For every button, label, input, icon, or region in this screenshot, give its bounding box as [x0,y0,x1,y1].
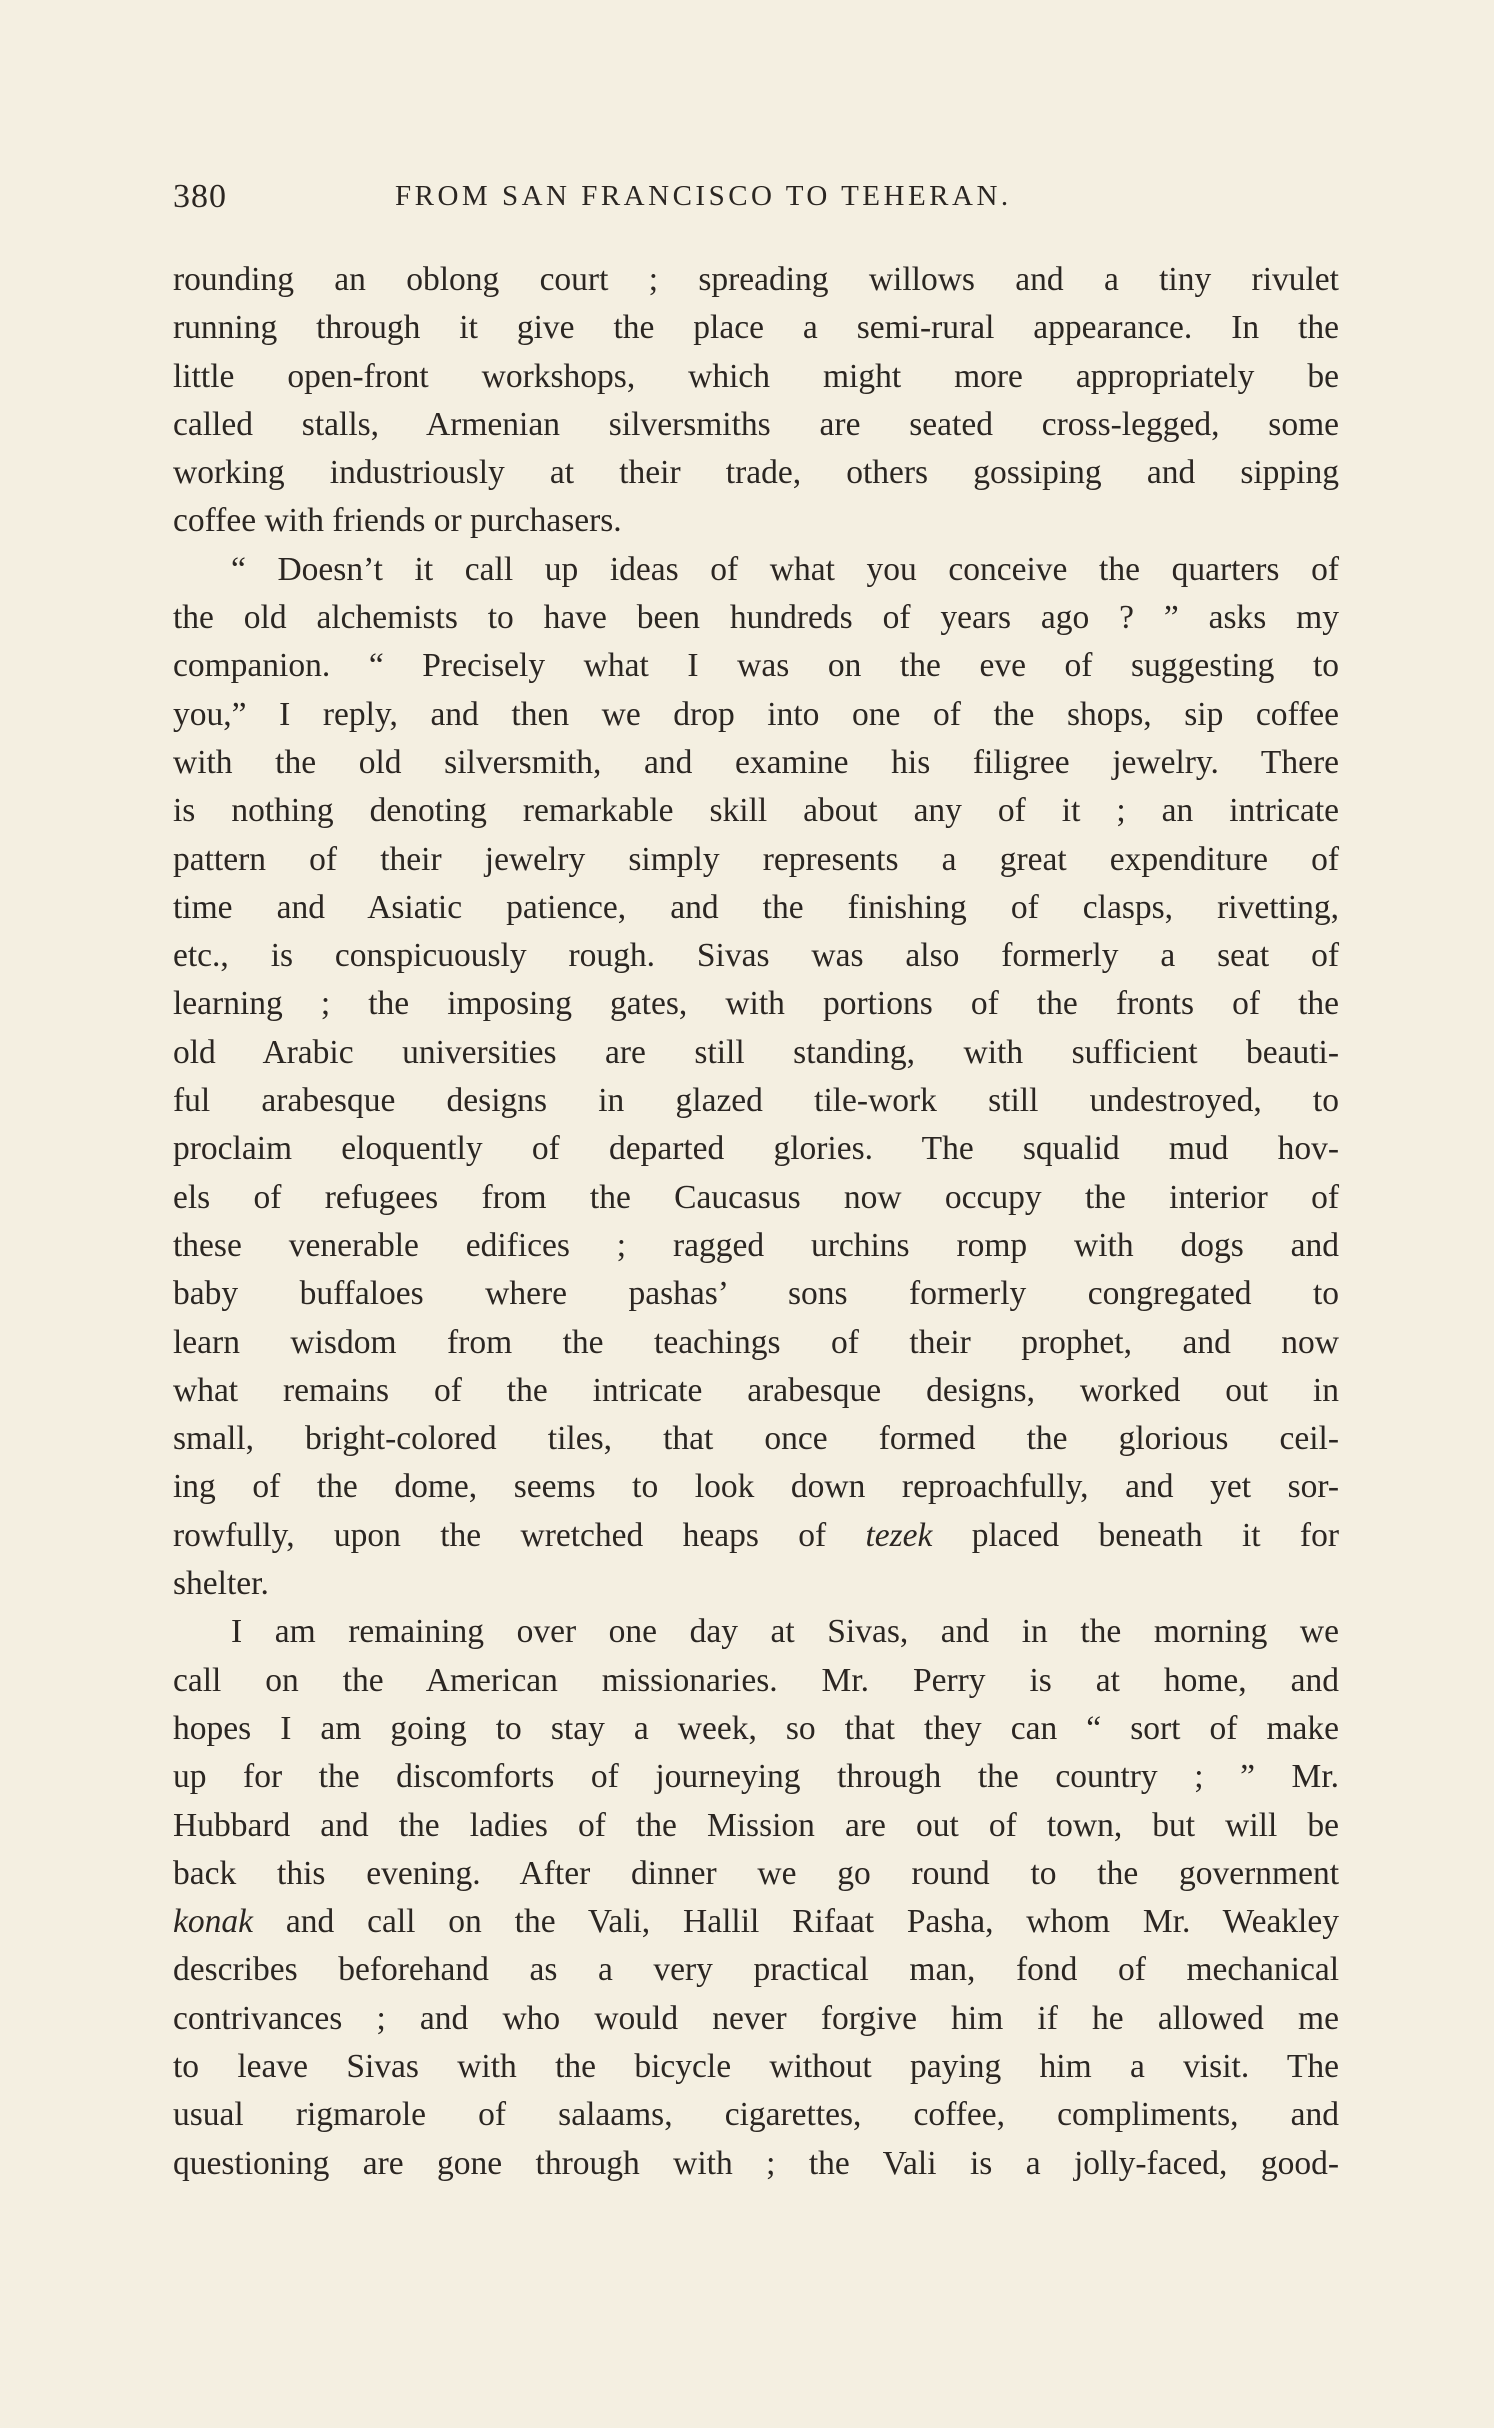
text-line: describes beforehand as a very practical man, fond of mechanical [173,1951,1339,1989]
text-line: to leave Sivas with the bicycle without paying him a visit. The [173,2047,1339,2085]
text-line: with the old silversmith, and examine his filigree jewelry. There [173,743,1339,781]
text-line: “ Doesn’t it call up ideas of what you conceive the quarters of [231,550,1339,588]
text-line: usual rigmarole of salaams, cigarettes, coffee, compliments, and [173,2096,1339,2134]
text-line: hopes I am going to stay a week, so that they can “ sort of make [173,1709,1339,1747]
text-line: baby buffaloes where pashas’ sons formerly congregated to [173,1275,1339,1313]
text-line: questioning are gone through with ; the Vali is a jolly-faced, good- [173,2144,1339,2182]
text-line: ing of the dome, seems to look down reproachfully, and yet sor- [173,1468,1339,1506]
text-segment: and call on the Vali, Hallil Rifaat Pasha, whom Mr. Weakley [253,1903,1339,1941]
text-segment: rowfully, upon the wretched heaps of [173,1516,866,1554]
body-text [173,256,1339,2188]
text-line: shelter. [173,1565,269,1603]
italic-word: tezek [865,1516,933,1554]
text-line: what remains of the intricate arabesque designs, worked out in [173,1371,1339,1409]
text-line: these venerable edifices ; ragged urchins romp with dogs and [173,1226,1339,1264]
text-line: etc., is conspicuously rough. Sivas was also formerly a seat of [173,937,1339,975]
running-title: FROM SAN FRANCISCO TO TEHERAN. [395,180,1012,212]
text-line: learning ; the imposing gates, with portions of the fronts of the [173,985,1339,1023]
text-line: time and Asiatic patience, and the finishing of clasps, rivetting, [173,888,1339,926]
page-header [173,178,1339,226]
text-line: coffee with friends or purchasers. [173,502,622,540]
text-line: contrivances ; and who would never forgive him if he allowed me [173,1999,1339,2037]
text-line: small, bright-colored tiles, that once formed the glorious ceil- [173,1420,1339,1458]
text-line: back this evening. After dinner we go round to the government [173,1854,1339,1892]
text-line: little open-front workshops, which might more appropriately be [173,357,1339,395]
text-line: Hubbard and the ladies of the Mission are out of town, but will be [173,1806,1339,1844]
text-line: up for the discomforts of journeying through the country ; ” Mr. [173,1758,1339,1796]
text-line [173,1512,1339,1560]
text-line: pattern of their jewelry simply represents a great expenditure of [173,840,1339,878]
text-line: companion. “ Precisely what I was on the eve of suggesting to [173,647,1339,685]
text-line: call on the American missionaries. Mr. Perry is at home, and [173,1661,1339,1699]
text-line: ful arabesque designs in glazed tile-work still undestroyed, to [173,1082,1339,1120]
text-line: is nothing denoting remarkable skill about any of it ; an intricate [173,792,1339,830]
text-line: els of refugees from the Caucasus now occupy the interior of [173,1178,1339,1216]
text-segment: placed beneath it for [932,1516,1339,1554]
text-line: called stalls, Armenian silversmiths are seated cross-legged, some [173,405,1339,443]
page-number: 380 [173,178,227,215]
italic-word: konak [173,1903,253,1941]
text-line: running through it give the place a semi-rural appearance. In the [173,309,1339,347]
text-line [173,1898,1339,1946]
text-line: you,” I reply, and then we drop into one of the shops, sip coffee [173,695,1339,733]
text-line: I am remaining over one day at Sivas, and in the morning we [231,1613,1339,1651]
text-line: learn wisdom from the teachings of their prophet, and now [173,1323,1339,1361]
text-line: rounding an oblong court ; spreading willows and a tiny rivulet [173,261,1339,298]
text-line: old Arabic universities are still standing, with sufficient beauti- [173,1033,1339,1071]
text-line: the old alchemists to have been hundreds of years ago ? ” asks my [173,599,1339,637]
text-line: proclaim eloquently of departed glories. The squalid mud hov- [173,1130,1339,1168]
text-line: working industriously at their trade, others gossiping and sipping [173,454,1339,492]
